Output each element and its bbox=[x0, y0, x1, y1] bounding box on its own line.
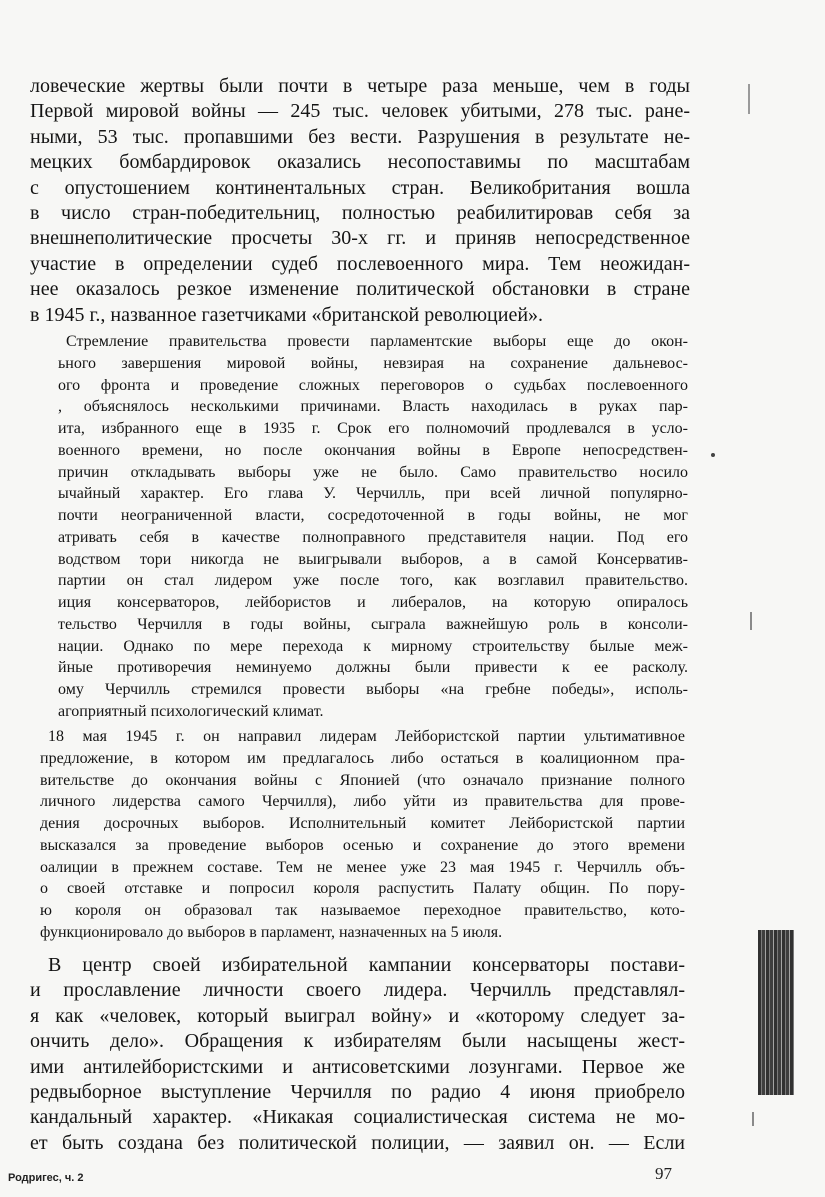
text-line: ого фронта и проведение сложных переговоров о судьбах послевоенного bbox=[58, 376, 688, 394]
text-line: предложение, в котором им предлагалось либо остаться в коалиционном пра- bbox=[40, 749, 685, 767]
text-line: йные противоречия неминуемо должны были привести к ее расколу. bbox=[58, 659, 688, 677]
text-line: Стремление правительства провести парламентские выборы еще до окон- bbox=[66, 333, 688, 350]
text-line: редвыборное выступление Черчилля по радио 4 июня приобрело bbox=[30, 1080, 685, 1103]
text-line: вительстве до окончания войны с Японией (что означало признание полного bbox=[40, 771, 685, 789]
text-line: личного лидерства самого Черчилля), либо уйти из правительства для прове- bbox=[40, 793, 685, 811]
text-line: высказался за проведение выборов осенью и сохранение до этого времени bbox=[40, 836, 685, 854]
text-line: агоприятный психологический климат. bbox=[58, 702, 324, 720]
text-line: тельство Черчилля в годы войны, сыграла важнейшую роль в консоли- bbox=[58, 615, 688, 633]
text-line: военного времени, но после окончания войны в Европе непосредствен- bbox=[58, 441, 688, 459]
text-line: в число стран-победительниц, полностью реабилитировав себя за bbox=[30, 201, 690, 224]
text-line: партии он стал лидером уже после того, как возглавил правительство. bbox=[58, 572, 688, 590]
text-line: ими антилейбористскими и антисоветскими лозунгами. Первое же bbox=[30, 1055, 685, 1078]
text-line: ончить дело». Обращения к избирателям были насыщены жест- bbox=[30, 1030, 685, 1053]
text-line: ому Черчилль стремился провести выборы «на гребне победы», исполь- bbox=[58, 681, 688, 698]
text-line: оалиции в прежнем составе. Тем не менее уже 23 мая 1945 г. Черчилль объ- bbox=[40, 858, 685, 876]
text-line: дения досрочных выборов. Исполнительный комитет Лейбористской партии bbox=[40, 815, 685, 832]
scan-artifact-mark bbox=[750, 612, 752, 630]
page-number: 97 bbox=[655, 1164, 672, 1183]
scan-edge-artifact bbox=[758, 930, 794, 1095]
scan-artifact-mark bbox=[752, 1112, 754, 1126]
paragraph-small-2 bbox=[40, 726, 685, 944]
text-line: и прославление личности своего лидера. Черчилль представлял- bbox=[30, 979, 685, 1002]
text-line: ита, избранного еще в 1935 г. Срок его полномочий продлевался в усло- bbox=[58, 420, 688, 437]
text-line: с опустошением континентальных стран. Великобритания вошла bbox=[30, 176, 690, 199]
footer-book-title: Родригес, ч. 2 bbox=[8, 1172, 84, 1184]
text-line: атривать себя в качестве полноправного представителя нации. Под его bbox=[58, 528, 688, 546]
text-line: ычайный характер. Его глава У. Черчилль, при всей личной популярно- bbox=[58, 485, 688, 503]
text-line: почти неограниченной власти, сосредоточенной в годы войны, не мог bbox=[58, 507, 688, 524]
text-line: водством тори никогда не выигрывали выборов, а в самой Консерватив- bbox=[58, 550, 688, 568]
text-line: функционировало до выборов в парламент, назначенных на 5 июля. bbox=[40, 923, 503, 941]
text-line: причин откладывать выборы уже не было. Само правительство носило bbox=[58, 463, 688, 481]
text-line: участие в определении судеб послевоенного мира. Тем неожидан- bbox=[30, 252, 690, 275]
paragraph-small-1 bbox=[58, 331, 688, 723]
text-line: Первой мировой войны — 245 тыс. человек убитыми, 278 тыс. ране- bbox=[30, 100, 690, 123]
text-line: внешнеполитические просчеты 30-х гг. и приняв непосредственное bbox=[30, 227, 690, 250]
text-line: кандальный характер. «Никакая социалистическая система не мо- bbox=[30, 1106, 685, 1129]
text-line: ьного завершения мировой войны, невзирая на сохранение дальневос- bbox=[58, 354, 688, 372]
text-line: я как «человек, который выиграл войну» и «которому следует за- bbox=[30, 1004, 685, 1027]
text-line: о своей отставке и попросил короля распустить Палату общин. По пору- bbox=[40, 880, 685, 898]
text-line: ными, 53 тыс. пропавшими без вести. Разрушения в результате не- bbox=[30, 125, 690, 148]
text-line: В центр своей избирательной кампании консерваторы постави- bbox=[48, 954, 685, 976]
paragraph-large-1 bbox=[30, 74, 690, 328]
text-line: нации. Однако по мере перехода к мирному строительству былые меж- bbox=[58, 637, 688, 655]
paragraph-large-2 bbox=[30, 953, 685, 1156]
scan-artifact-mark bbox=[748, 84, 750, 114]
text-line: ет быть создана без политической полиции, — заявил он. — Если bbox=[30, 1131, 685, 1154]
text-line: ю короля он образовал так называемое переходное правительство, кото- bbox=[40, 902, 685, 919]
scan-artifact-dot bbox=[711, 453, 715, 457]
text-line: , объяснялось несколькими причинами. Власть находилась в руках пар- bbox=[58, 398, 688, 416]
text-line: ловеческие жертвы были почти в четыре раза меньше, чем в годы bbox=[30, 75, 690, 97]
text-line: нее оказалось резкое изменение политической обстановки в стране bbox=[30, 278, 690, 301]
text-line: в 1945 г., названное газетчиками «британской революцией». bbox=[30, 303, 544, 326]
text-line: мецких бомбардировок оказались несопоставимы по масштабам bbox=[30, 151, 690, 174]
text-line: 18 мая 1945 г. он направил лидерам Лейбористской партии ультимативное bbox=[48, 728, 685, 745]
text-line: иция консерваторов, лейбористов и либералов, на которую опиралось bbox=[58, 594, 688, 611]
